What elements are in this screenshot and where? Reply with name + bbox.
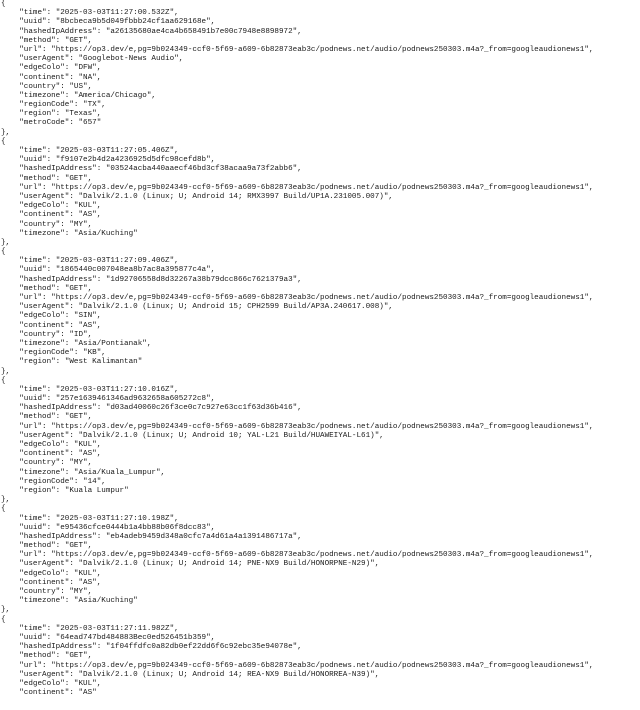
record-close-brace: }, — [1, 238, 11, 247]
field-key: "timezone": — [1, 229, 74, 238]
record-field: "userAgent": "Dalvik/2.1.0 (Linux; U; Android 15; CPH2599 Build/AP3A.240617.008)", — [1, 303, 393, 312]
field-value: GET — [69, 174, 84, 183]
field-value: https://op3.dev/e,pg=9b024349-ccf0-5f69-a609-6b82873eab3c/podnews.net/audio/podnews250303.m4a?_from=googleaudionews1 — [55, 422, 585, 431]
field-key: "hashedIpAddress": — [1, 275, 106, 284]
record-field: "country": "ID", — [1, 330, 93, 339]
record-field: "edgeColo": "KUL", — [1, 202, 102, 211]
field-value: https://op3.dev/e,pg=9b024349-ccf0-5f69-a609-6b82873eab3c/podnews.net/audio/podnews250303.m4a?_from=googleaudionews1 — [55, 551, 585, 560]
field-key: "edgeColo": — [1, 569, 74, 578]
field-value: AS — [83, 450, 93, 459]
field-value: Dalvik/2.1.0 (Linux; U; Android 14; REA-NX9 Build/HONORREA-N39) — [83, 670, 371, 679]
record-field: "url": "https://op3.dev/e,pg=9b024349-ccf0-5f69-a609-6b82873eab3c/podnews.net/audio/podnews250303.m4a?_from=googleaudionews1", — [1, 661, 594, 670]
field-value: 14 — [87, 477, 97, 486]
field-key: "time": — [1, 385, 56, 394]
field-value: KUL — [78, 569, 93, 578]
field-value: Dalvik/2.1.0 (Linux; U; Android 15; CPH2599 Build/AP3A.240617.008) — [83, 303, 384, 312]
field-key: "url": — [1, 183, 52, 192]
field-value: a26135680ae4ca4b658491b7e00c7948e8898972 — [110, 27, 293, 36]
field-value: 03524acba440aaecf46bd3cf38acaa9a73f2abb6 — [110, 165, 293, 174]
record-close-brace: }, — [1, 128, 11, 137]
record-field: "url": "https://op3.dev/e,pg=9b024349-ccf0-5f69-a609-6b82873eab3c/podnews.net/audio/podnews250303.m4a?_from=googleaudionews1", — [1, 294, 594, 302]
field-value: Asia/Pontianak — [78, 339, 143, 348]
record-open-brace: { — [1, 248, 6, 257]
field-key: "regionCode": — [1, 477, 84, 486]
record-field: "time": "2025-03-03T11:27:00.532Z", — [1, 9, 179, 18]
field-value: AS — [83, 211, 93, 220]
field-value: 1865440c007048ea8b7ac8a395877c4a — [60, 266, 207, 275]
field-key: "timezone": — [1, 468, 74, 477]
record-field: "continent": "NA", — [1, 73, 102, 82]
record-open-brace: { — [1, 376, 6, 385]
record-field: "uuid": "257e1639461346ad9632658a605272c8", — [1, 395, 216, 404]
field-key: "timezone": — [1, 339, 74, 348]
record-open-brace: { — [1, 615, 6, 624]
field-value: SIN — [78, 312, 93, 321]
record-field: "continent": "AS", — [1, 321, 102, 330]
field-key: "hashedIpAddress": — [1, 165, 106, 174]
record-field: "userAgent": "Dalvik/2.1.0 (Linux; U; Android 14; REA-NX9 Build/HONORREA-N39)", — [1, 670, 380, 679]
field-key: "edgeColo": — [1, 202, 74, 211]
record-field: "method": "GET", — [1, 174, 93, 183]
record-field: "country": "MY", — [1, 459, 93, 468]
field-key: "userAgent": — [1, 670, 79, 679]
field-key: "uuid": — [1, 266, 56, 275]
record-field: "uuid": "f9107e2b4d2a4236925d5dfc98cefd8b", — [1, 156, 216, 165]
record-open-brace: { — [1, 0, 6, 8]
field-key: "time": — [1, 257, 56, 266]
field-value: 2025-03-03T11:27:00.532Z — [60, 9, 170, 18]
field-value: NA — [83, 73, 93, 82]
field-key: "userAgent": — [1, 431, 79, 440]
field-value: 2025-03-03T11:27:05.406Z — [60, 147, 170, 155]
record-field: "edgeColo": "DFW", — [1, 64, 102, 73]
field-value: 1d92706558d8d32267a38b79dcc866c7621379a3 — [110, 275, 293, 284]
field-key: "method": — [1, 174, 65, 183]
record-close-brace: }, — [1, 606, 11, 615]
field-key: "country": — [1, 330, 70, 339]
record-field: "edgeColo": "SIN", — [1, 312, 102, 321]
field-key: "continent": — [1, 689, 79, 698]
field-value: 8bcbeca9b5d049fbbb24cf1aa629168e — [60, 18, 207, 27]
record-field: "method": "GET", — [1, 652, 93, 661]
record-field: "hashedIpAddress": "eb4adeb9459d348a0cfc7a4d61a4a1391486717a", — [1, 532, 302, 541]
field-key: "uuid": — [1, 633, 56, 642]
field-key: "edgeColo": — [1, 679, 74, 688]
record-field: "region": "Texas", — [1, 110, 102, 119]
record-field: "regionCode": "KB", — [1, 349, 106, 358]
field-key: "timezone": — [1, 597, 74, 606]
field-key: "time": — [1, 9, 56, 18]
field-value: GET — [69, 413, 84, 422]
record-field: "time": "2025-03-03T11:27:05.406Z", — [1, 147, 179, 155]
record-field: "timezone": "Asia/Kuala_Lumpur", — [1, 468, 166, 477]
field-value: GET — [69, 652, 84, 661]
field-value: MY — [73, 588, 84, 596]
record-field: "edgeColo": "KUL", — [1, 679, 102, 688]
field-key: "userAgent": — [1, 303, 79, 312]
field-key: "hashedIpAddress": — [1, 643, 106, 652]
field-key: "edgeColo": — [1, 441, 74, 449]
record-field: "userAgent": "Dalvik/2.1.0 (Linux; U; Android 14; RMX3997 Build/UP1A.231005.007)", — [1, 192, 393, 201]
record-field: "userAgent": "Googlebot-News Audio", — [1, 55, 184, 64]
field-key: "time": — [1, 147, 56, 155]
field-value: ID — [73, 330, 84, 339]
record-open-brace: { — [1, 137, 6, 146]
field-value: 257e1639461346ad9632658a605272c8 — [60, 395, 207, 404]
record-field: "url": "https://op3.dev/e,pg=9b024349-ccf0-5f69-a609-6b82873eab3c/podnews.net/audio/podnews250303.m4a?_from=googleaudionews1", — [1, 551, 594, 560]
field-key: "metroCode": — [1, 119, 79, 128]
field-value: TX — [87, 101, 97, 110]
field-key: "hashedIpAddress": — [1, 532, 106, 541]
record-field: "country": "US", — [1, 82, 93, 91]
field-value: d03ad40060c26f3ce0c7c927e63cc1f63d36b416 — [110, 404, 293, 413]
field-key: "continent": — [1, 450, 79, 459]
field-key: "region": — [1, 486, 65, 495]
field-key: "method": — [1, 652, 65, 661]
field-value: https://op3.dev/e,pg=9b024349-ccf0-5f69-a609-6b82873eab3c/podnews.net/audio/podnews250303.m4a?_from=googleaudionews1 — [55, 45, 585, 54]
record-field: "hashedIpAddress": "1d92706558d8d32267a38b79dcc866c7621379a3", — [1, 275, 302, 284]
field-key: "time": — [1, 514, 56, 523]
record-field: "timezone": "America/Chicago", — [1, 91, 156, 100]
field-value: https://op3.dev/e,pg=9b024349-ccf0-5f69-a609-6b82873eab3c/podnews.net/audio/podnews250303.m4a?_from=googleaudionews1 — [55, 661, 585, 670]
record-field: "continent": "AS", — [1, 578, 102, 587]
field-value: Dalvik/2.1.0 (Linux; U; Android 10; YAL-L21 Build/HUAWEIYAL-L61) — [83, 431, 375, 440]
field-value: 2025-03-03T11:27:10.198Z — [60, 514, 170, 523]
field-value: West Kalimantan — [69, 358, 138, 367]
record-field: "timezone": "Asia/Kuching" — [1, 597, 138, 606]
record-field: "hashedIpAddress": "d03ad40060c26f3ce0c7c927e63cc1f63d36b416", — [1, 404, 302, 413]
field-key: "edgeColo": — [1, 312, 74, 321]
field-key: "userAgent": — [1, 192, 79, 201]
record-field: "continent": "AS" — [1, 689, 97, 698]
field-value: Dalvik/2.1.0 (Linux; U; Android 14; RMX3997 Build/UP1A.231005.007) — [83, 192, 384, 201]
record-field: "hashedIpAddress": "03524acba440aaecf46bd3cf38acaa9a73f2abb6", — [1, 165, 302, 174]
record-field: "metroCode": "657" — [1, 119, 102, 128]
record-field: "method": "GET", — [1, 542, 93, 551]
field-value: Dalvik/2.1.0 (Linux; U; Android 14; PNE-NX9 Build/HONORPNE-N29) — [83, 560, 371, 569]
field-key: "uuid": — [1, 523, 56, 532]
record-field: "timezone": "Asia/Kuching" — [1, 229, 138, 238]
field-key: "region": — [1, 358, 65, 367]
field-key: "uuid": — [1, 18, 56, 27]
record-field: "hashedIpAddress": "1f04ffdfc0a82db0ef22dd6f6c92ebc35e94078e", — [1, 643, 302, 652]
field-value: KUL — [78, 441, 93, 449]
field-key: "region": — [1, 110, 65, 119]
field-key: "country": — [1, 220, 70, 229]
record-field: "method": "GET", — [1, 284, 93, 293]
record-field: "region": "Kuala Lumpur" — [1, 486, 129, 495]
field-key: "url": — [1, 551, 52, 560]
record-open-brace: { — [1, 505, 6, 514]
field-value: DFW — [78, 64, 93, 73]
field-key: "url": — [1, 661, 52, 670]
field-value: Asia/Kuching — [78, 597, 134, 606]
field-key: "regionCode": — [1, 349, 84, 358]
field-key: "method": — [1, 413, 65, 422]
record-field: "edgeColo": "KUL", — [1, 441, 102, 449]
record-field: "country": "MY", — [1, 588, 93, 596]
field-value: 64ead747bd484883Bec0ed526451b359 — [60, 633, 207, 642]
field-key: "continent": — [1, 73, 79, 82]
field-value: Kuala Lumpur — [69, 486, 125, 495]
field-key: "uuid": — [1, 395, 56, 404]
field-value: Asia/Kuala_Lumpur — [78, 468, 156, 477]
field-key: "url": — [1, 422, 52, 431]
record-close-brace: }, — [1, 496, 11, 505]
field-key: "country": — [1, 459, 70, 468]
record-field: "hashedIpAddress": "a26135680ae4ca4b658491b7e00c7948e8898972", — [1, 27, 302, 36]
record-field: "continent": "AS", — [1, 450, 102, 459]
field-key: "url": — [1, 294, 52, 302]
record-field: "regionCode": "14", — [1, 477, 106, 486]
record-field: "url": "https://op3.dev/e,pg=9b024349-ccf0-5f69-a609-6b82873eab3c/podnews.net/audio/podnews250303.m4a?_from=googleaudionews1", — [1, 422, 594, 431]
record-field: "uuid": "8bcbeca9b5d049fbbb24cf1aa629168e", — [1, 18, 216, 27]
field-value: Googlebot-News Audio — [83, 55, 175, 64]
field-key: "userAgent": — [1, 560, 79, 569]
record-close-brace: }, — [1, 367, 11, 376]
field-value: MY — [73, 220, 84, 229]
field-value: Asia/Kuching — [78, 229, 134, 238]
field-key: "regionCode": — [1, 101, 84, 110]
field-value: Texas — [69, 110, 93, 119]
record-field: "time": "2025-03-03T11:27:09.406Z", — [1, 257, 179, 266]
field-key: "continent": — [1, 321, 79, 330]
record-field: "country": "MY", — [1, 220, 93, 229]
record-field: "url": "https://op3.dev/e,pg=9b024349-ccf0-5f69-a609-6b82873eab3c/podnews.net/audio/podnews250303.m4a?_from=googleaudionews1", — [1, 45, 594, 54]
field-key: "hashedIpAddress": — [1, 404, 106, 413]
field-key: "method": — [1, 284, 65, 293]
record-field: "userAgent": "Dalvik/2.1.0 (Linux; U; Android 10; YAL-L21 Build/HUAWEIYAL-L61)", — [1, 431, 384, 440]
field-value: GET — [69, 36, 84, 45]
field-value: 657 — [83, 119, 97, 128]
record-field: "region": "West Kalimantan" — [1, 358, 143, 367]
field-key: "time": — [1, 624, 56, 633]
field-key: "method": — [1, 542, 65, 551]
field-value: 1f04ffdfc0a82db0ef22dd6f6c92ebc35e94078e — [110, 643, 293, 652]
field-key: "url": — [1, 45, 52, 54]
field-key: "continent": — [1, 211, 79, 220]
field-value: eb4adeb9459d348a0cfc7a4d61a4a1391486717a — [110, 532, 293, 541]
field-key: "country": — [1, 82, 70, 91]
record-field: "url": "https://op3.dev/e,pg=9b024349-ccf0-5f69-a609-6b82873eab3c/podnews.net/audio/podnews250303.m4a?_from=googleaudionews1", — [1, 183, 594, 192]
field-value: 2025-03-03T11:27:10.016Z — [60, 385, 170, 394]
field-value: KUL — [78, 679, 93, 688]
field-value: KB — [87, 349, 97, 358]
field-key: "userAgent": — [1, 55, 79, 64]
field-key: "country": — [1, 588, 70, 596]
record-field: "continent": "AS", — [1, 211, 102, 220]
field-value: MY — [73, 459, 84, 468]
field-key: "uuid": — [1, 156, 56, 165]
field-value: https://op3.dev/e,pg=9b024349-ccf0-5f69-a609-6b82873eab3c/podnews.net/audio/podnews250303.m4a?_from=googleaudionews1 — [55, 294, 585, 302]
field-value: https://op3.dev/e,pg=9b024349-ccf0-5f69-a609-6b82873eab3c/podnews.net/audio/podnews250303.m4a?_from=googleaudionews1 — [55, 183, 585, 192]
record-field: "uuid": "64ead747bd484883Bec0ed526451b359", — [1, 633, 216, 642]
field-value: America/Chicago — [78, 91, 147, 100]
field-value: e95436cfce0444b1a4bb88b06f8dcc83 — [60, 523, 207, 532]
field-value: GET — [69, 284, 84, 293]
record-field: "method": "GET", — [1, 413, 93, 422]
record-field: "time": "2025-03-03T11:27:11.982Z", — [1, 624, 179, 633]
field-key: "continent": — [1, 578, 79, 587]
record-field: "timezone": "Asia/Pontianak", — [1, 339, 152, 348]
field-value: AS — [83, 689, 93, 698]
field-key: "hashedIpAddress": — [1, 27, 106, 36]
field-value: GET — [69, 542, 84, 551]
field-value: US — [73, 82, 84, 91]
field-value: 2025-03-03T11:27:09.406Z — [60, 257, 170, 266]
field-value: 2025-03-03T11:27:11.982Z — [60, 624, 170, 633]
field-key: "timezone": — [1, 91, 74, 100]
record-field: "time": "2025-03-03T11:27:10.016Z", — [1, 385, 179, 394]
record-field: "userAgent": "Dalvik/2.1.0 (Linux; U; Android 14; PNE-NX9 Build/HONORPNE-N29)", — [1, 560, 380, 569]
field-key: "edgeColo": — [1, 64, 74, 73]
record-field: "uuid": "e95436cfce0444b1a4bb88b06f8dcc83", — [1, 523, 216, 532]
field-key: "method": — [1, 36, 65, 45]
record-field: "uuid": "1865440c007048ea8b7ac8a395877c4a", — [1, 266, 216, 275]
field-value: AS — [83, 578, 93, 587]
record-field: "regionCode": "TX", — [1, 101, 106, 110]
record-field: "method": "GET", — [1, 36, 93, 45]
field-value: AS — [83, 321, 93, 330]
field-value: KUL — [78, 202, 93, 211]
field-value: f9107e2b4d2a4236925d5dfc98cefd8b — [60, 156, 207, 165]
record-field: "edgeColo": "KUL", — [1, 569, 102, 578]
record-field: "time": "2025-03-03T11:27:10.198Z", — [1, 514, 179, 523]
